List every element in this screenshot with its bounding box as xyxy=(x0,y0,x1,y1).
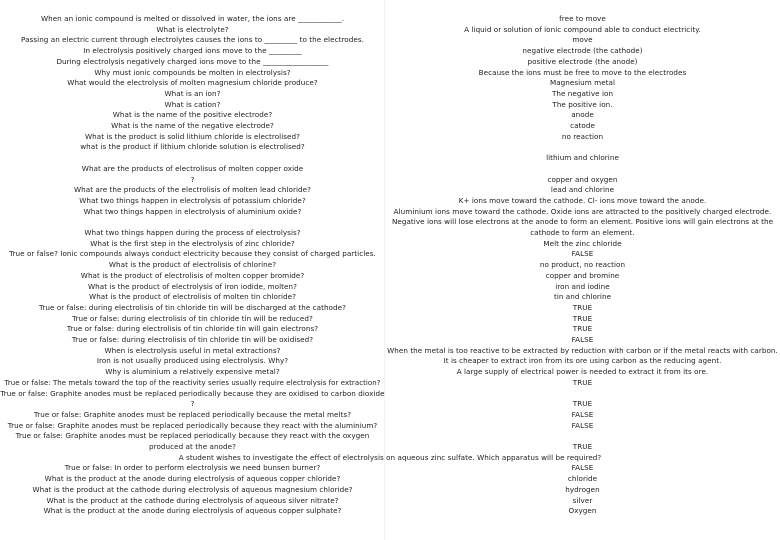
answer-cell: It is cheaper to extract iron from its ore using carbon as the reducing agent. xyxy=(443,356,722,366)
table-row xyxy=(0,389,780,400)
answer-cell: iron and iodine xyxy=(555,281,610,291)
table-row xyxy=(0,110,780,121)
question-cell: What is the product at the cathode during electrolysis of aqueous magnesium chloride? xyxy=(32,484,353,494)
answer-cell: FALSE xyxy=(571,409,594,419)
question-cell: What is cation? xyxy=(164,99,221,109)
question-cell: True or false: Graphite anodes must be replaced periodically because they react with the oxygen xyxy=(15,431,370,441)
table-row xyxy=(0,367,780,378)
question-cell: What is the product of electrolisis of molten tin chloride? xyxy=(89,292,296,302)
table-row xyxy=(0,196,780,207)
answer-cell: The positive ion. xyxy=(552,99,613,109)
question-cell: True or false: In order to perform electrolysis we need bunsen burner? xyxy=(64,463,321,473)
table-row xyxy=(0,121,780,132)
answer-cell: no reaction xyxy=(561,131,604,141)
table-row xyxy=(0,282,780,293)
question-cell: What is the product of electrolysis of iron iodide, molten? xyxy=(88,281,297,291)
question-cell: Why must ionic compounds be molten in electrolysis? xyxy=(94,67,291,77)
table-row xyxy=(0,442,780,453)
table-row xyxy=(0,89,780,100)
question-cell: What is the name of the positive electrode? xyxy=(112,110,273,120)
table-row xyxy=(0,132,780,143)
table-row xyxy=(0,57,780,68)
table-row xyxy=(0,46,780,57)
answer-cell: negative electrode (the cathode) xyxy=(522,46,643,56)
answer-cell: FALSE xyxy=(571,249,594,259)
question-cell: In electrolysis positively charged ions move to the _________ xyxy=(83,46,302,56)
table-row xyxy=(0,175,780,186)
answer-cell: Aluminium ions move toward the cathode. Oxide ions are attracted to the positively charged electrode. xyxy=(393,206,772,216)
question-cell: True or false: during electrolisis of tin chloride tin will gain electrons? xyxy=(66,324,319,334)
question-cell: Passing an electric current through electrolytes causes the ions to _________ to the electrodes. xyxy=(21,35,364,45)
answer-cell: TRUE xyxy=(572,313,593,323)
answer-cell: TRUE xyxy=(572,399,593,409)
table-row xyxy=(0,410,780,421)
question-cell: True or false: Graphite anodes must be replaced periodically because they react with the aluminium? xyxy=(7,420,378,430)
answer-cell: copper and oxygen xyxy=(547,174,618,184)
answer-cell: FALSE xyxy=(571,420,594,430)
table-row xyxy=(0,14,780,25)
question-cell: What is the product of electrolisis of molten copper bromide? xyxy=(80,270,305,280)
answer-cell: TRUE xyxy=(572,302,593,312)
table-row xyxy=(0,463,780,474)
question-cell: What is an ion? xyxy=(164,88,221,98)
question-cell: what is the product if lithium chloride solution is electrolised? xyxy=(80,142,305,152)
answer-cell: TRUE xyxy=(572,377,593,387)
question-cell: True or false: during electrolisis of tin chloride tin will be reduced? xyxy=(72,313,313,323)
answer-cell: cathode to form an element. xyxy=(530,228,635,237)
answer-cell: Melt the zinc chloride xyxy=(543,238,622,248)
question-cell: What is electrolyte? xyxy=(156,24,229,34)
question-cell: True or false: Graphite anodes must be replaced periodically because the metal melts? xyxy=(33,409,352,419)
table-row xyxy=(0,271,780,282)
answer-cell: anode xyxy=(571,110,594,120)
answer-cell: lead and chlorine xyxy=(550,185,615,195)
answer-cell: TRUE xyxy=(572,442,593,451)
table-row xyxy=(0,324,780,335)
table-row xyxy=(0,207,780,218)
question-cell: What is the product is solid lithium chloride is electrolised? xyxy=(84,131,300,141)
table-row xyxy=(0,35,780,46)
answer-cell: When the metal is too reactive to be extracted by reduction with carbon or if the metal reacts with carbon. xyxy=(387,345,778,355)
answer-cell: chloride xyxy=(567,474,598,484)
answer-cell: A large supply of electrical power is needed to extract it from its ore. xyxy=(456,367,709,377)
question-cell: What is the product at the cathode during electrolysis of aqueous silver nitrate? xyxy=(46,495,339,505)
table-row xyxy=(0,346,780,357)
question-cell: produced at the anode? xyxy=(149,442,236,451)
answer-cell: FALSE xyxy=(571,463,594,473)
answer-cell: The negative ion xyxy=(551,88,614,98)
answer-cell: K+ ions move toward the cathode. Cl- ions move toward the anode. xyxy=(458,195,707,205)
table-row xyxy=(0,153,780,164)
table-row xyxy=(0,474,780,485)
question-cell: True or false: during electrolisis of tin chloride tin will be oxidised? xyxy=(71,335,314,344)
question-cell: Why is aluminium a relatively expensive metal? xyxy=(105,367,280,377)
table-row xyxy=(0,100,780,111)
answer-cell: free to move xyxy=(559,14,606,23)
question-cell: When an ionic compound is melted or dissolved in water, the ions are ____________. xyxy=(40,14,345,23)
table-row xyxy=(0,68,780,79)
answer-cell: Magnesium metal xyxy=(549,78,616,88)
table-row xyxy=(0,303,780,314)
answer-cell: tin and chlorine xyxy=(553,292,612,302)
table-row xyxy=(0,249,780,260)
table-row xyxy=(0,421,780,432)
table-row xyxy=(0,185,780,196)
question-cell: ? xyxy=(190,174,195,184)
question-cell: Iron is not usually produced using electrolysis. Why? xyxy=(96,356,289,366)
full-width-question: A student wishes to investigate the effect of electrolysis on aqueous zinc sulfate. Which apparatus will be required? xyxy=(178,452,602,462)
question-cell: What is the name of the negative electrode? xyxy=(111,121,274,130)
table-row xyxy=(0,25,780,36)
table-row xyxy=(0,453,780,464)
table-row xyxy=(0,314,780,325)
question-cell: True or false: during electrolisis of tin chloride tin will be discharged at the cathode? xyxy=(39,302,346,312)
table-row xyxy=(0,164,780,175)
table-row xyxy=(0,506,780,517)
question-cell: True or false? Ionic compounds always conduct electricity because they consist of charged particles. xyxy=(9,249,376,259)
question-cell: During electrolysis negatively charged ions move to the __________________ xyxy=(56,56,329,66)
question-cell: What two things happen in electrolysis of potassium chloride? xyxy=(79,195,306,205)
answer-cell: Because the ions must be free to move to the electrodes xyxy=(478,67,687,77)
table-row xyxy=(0,399,780,410)
answer-cell: positive electrode (the anode) xyxy=(527,56,638,66)
question-cell: What two things happen in electrolysis of aluminium oxide? xyxy=(83,206,302,216)
answer-cell: FALSE xyxy=(571,335,594,344)
table-row xyxy=(0,142,780,153)
answer-cell: catode xyxy=(570,121,595,130)
question-cell: True or false: The metals toward the top of the reactivity series usually require electrolysis for extraction? xyxy=(4,378,381,387)
question-cell: What is the product at the anode during electrolysis of aqueous copper chloride? xyxy=(44,474,341,484)
question-cell: What are the products of the electrolisis of molten lead chloride? xyxy=(73,185,311,195)
answer-cell: silver xyxy=(572,495,593,505)
table-row xyxy=(0,78,780,89)
question-cell: ? xyxy=(190,399,195,409)
answer-cell: TRUE xyxy=(572,324,593,334)
answer-cell: Negative ions will lose electrons at the anode to form an element. Positive ions will gain electrons at the xyxy=(391,217,774,227)
answer-cell: A liquid or solution of ionic compound able to conduct electricity. xyxy=(464,24,701,34)
table-row xyxy=(0,378,780,389)
table-row xyxy=(0,485,780,496)
question-cell: What is the product of electrolisis of chlorine? xyxy=(108,260,277,270)
answer-cell: move xyxy=(572,35,593,45)
table-row xyxy=(0,239,780,250)
question-cell: What is the product at the anode during electrolysis of aqueous copper sulphate? xyxy=(43,506,342,516)
table-row xyxy=(0,228,780,239)
question-cell: True or false: Graphite anodes must be replaced periodically because they are oxidised to carbon dioxide xyxy=(0,388,385,398)
question-cell: What two things happen during the process of electrolysis? xyxy=(84,228,301,237)
answer-cell: no product, no reaction xyxy=(539,260,626,270)
table-row xyxy=(0,260,780,271)
answer-cell: hydrogen xyxy=(565,484,600,494)
table-row xyxy=(0,217,780,228)
table-row xyxy=(0,292,780,303)
table-row xyxy=(0,356,780,367)
answer-cell: Oxygen xyxy=(568,506,597,516)
answer-cell: copper and bromine xyxy=(545,270,620,280)
answer-cell: lithium and chlorine xyxy=(546,153,619,163)
table-row xyxy=(0,431,780,442)
question-cell: What are the products of electrolisus of molten copper oxide xyxy=(81,163,304,173)
table-row xyxy=(0,335,780,346)
question-cell: What is the first step in the electrolysis of zinc chloride? xyxy=(90,238,295,248)
question-cell: What would the electrolysis of molten magnesium chloride produce? xyxy=(67,78,318,88)
question-cell: When is electrolysis useful in metal extractions? xyxy=(104,345,281,355)
table-row xyxy=(0,496,780,507)
